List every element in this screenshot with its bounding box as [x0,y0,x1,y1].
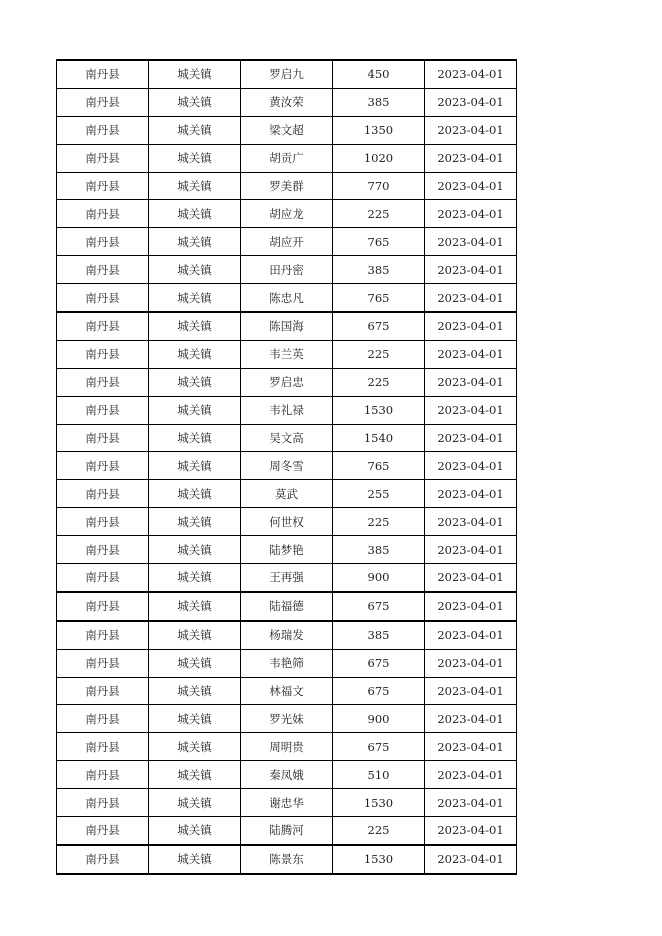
date-cell: 2023-04-01 [425,677,517,705]
name-cell: 罗启九 [241,60,333,88]
county-cell: 南丹县 [57,88,149,116]
county-cell: 南丹县 [57,312,149,340]
amount-cell: 675 [333,592,425,621]
date-cell: 2023-04-01 [425,396,517,424]
town-cell: 城关镇 [149,312,241,340]
town-cell: 城关镇 [149,536,241,564]
county-cell: 南丹县 [57,705,149,733]
amount-cell: 1530 [333,396,425,424]
date-cell: 2023-04-01 [425,536,517,564]
table-row [57,649,517,677]
date-cell: 2023-04-01 [425,256,517,284]
date-cell: 2023-04-01 [425,733,517,761]
amount-cell: 225 [333,200,425,228]
name-cell: 林福文 [241,677,333,705]
table-row [57,256,517,284]
amount-cell: 1020 [333,144,425,172]
county-cell: 南丹县 [57,172,149,200]
table-row [57,340,517,368]
town-cell: 城关镇 [149,200,241,228]
amount-cell: 1530 [333,789,425,817]
name-cell: 陆福德 [241,592,333,621]
county-cell: 南丹县 [57,60,149,88]
table-row [57,733,517,761]
date-cell: 2023-04-01 [425,817,517,845]
amount-cell: 1530 [333,845,425,874]
name-cell: 周明贵 [241,733,333,761]
table-row [57,789,517,817]
amount-cell: 450 [333,60,425,88]
table-row [57,592,517,621]
county-cell: 南丹县 [57,368,149,396]
name-cell: 杨瑞发 [241,621,333,649]
table-row [57,677,517,705]
name-cell: 吴文高 [241,424,333,452]
table-row [57,396,517,424]
table-row [57,60,517,88]
table-row [57,228,517,256]
data-table [56,59,517,875]
town-cell: 城关镇 [149,116,241,144]
date-cell: 2023-04-01 [425,845,517,874]
date-cell: 2023-04-01 [425,452,517,480]
name-cell: 何世权 [241,508,333,536]
name-cell: 陈景东 [241,845,333,874]
name-cell: 梁文超 [241,116,333,144]
table-row [57,424,517,452]
town-cell: 城关镇 [149,508,241,536]
town-cell: 城关镇 [149,733,241,761]
date-cell: 2023-04-01 [425,705,517,733]
name-cell: 黄汝荣 [241,88,333,116]
county-cell: 南丹县 [57,256,149,284]
county-cell: 南丹县 [57,621,149,649]
county-cell: 南丹县 [57,564,149,592]
county-cell: 南丹县 [57,396,149,424]
table-row [57,116,517,144]
name-cell: 韦兰英 [241,340,333,368]
date-cell: 2023-04-01 [425,789,517,817]
amount-cell: 765 [333,284,425,312]
table-row [57,200,517,228]
amount-cell: 765 [333,228,425,256]
date-cell: 2023-04-01 [425,761,517,789]
town-cell: 城关镇 [149,480,241,508]
table-row [57,845,517,874]
town-cell: 城关镇 [149,172,241,200]
county-cell: 南丹县 [57,144,149,172]
amount-cell: 675 [333,677,425,705]
name-cell: 罗美群 [241,172,333,200]
date-cell: 2023-04-01 [425,508,517,536]
name-cell: 陈国海 [241,312,333,340]
date-cell: 2023-04-01 [425,649,517,677]
table-row [57,452,517,480]
county-cell: 南丹县 [57,116,149,144]
town-cell: 城关镇 [149,845,241,874]
amount-cell: 675 [333,312,425,340]
amount-cell: 225 [333,368,425,396]
table-row [57,705,517,733]
amount-cell: 225 [333,508,425,536]
date-cell: 2023-04-01 [425,480,517,508]
name-cell: 韦礼禄 [241,396,333,424]
name-cell: 田丹密 [241,256,333,284]
name-cell: 胡应龙 [241,200,333,228]
table-row [57,88,517,116]
name-cell: 胡应开 [241,228,333,256]
county-cell: 南丹县 [57,761,149,789]
date-cell: 2023-04-01 [425,60,517,88]
date-cell: 2023-04-01 [425,340,517,368]
town-cell: 城关镇 [149,789,241,817]
amount-cell: 225 [333,340,425,368]
date-cell: 2023-04-01 [425,592,517,621]
table-row [57,817,517,845]
county-cell: 南丹县 [57,677,149,705]
name-cell: 王再强 [241,564,333,592]
town-cell: 城关镇 [149,368,241,396]
name-cell: 莫武 [241,480,333,508]
county-cell: 南丹县 [57,536,149,564]
table-row [57,284,517,312]
amount-cell: 385 [333,88,425,116]
county-cell: 南丹县 [57,845,149,874]
town-cell: 城关镇 [149,340,241,368]
name-cell: 胡贡广 [241,144,333,172]
town-cell: 城关镇 [149,424,241,452]
amount-cell: 510 [333,761,425,789]
county-cell: 南丹县 [57,200,149,228]
county-cell: 南丹县 [57,228,149,256]
name-cell: 韦艳筛 [241,649,333,677]
town-cell: 城关镇 [149,284,241,312]
town-cell: 城关镇 [149,144,241,172]
name-cell: 罗光妹 [241,705,333,733]
name-cell: 陈忠凡 [241,284,333,312]
town-cell: 城关镇 [149,649,241,677]
name-cell: 谢忠华 [241,789,333,817]
amount-cell: 1350 [333,116,425,144]
county-cell: 南丹县 [57,340,149,368]
date-cell: 2023-04-01 [425,564,517,592]
amount-cell: 675 [333,733,425,761]
town-cell: 城关镇 [149,452,241,480]
name-cell: 陆梦艳 [241,536,333,564]
name-cell: 秦凤娥 [241,761,333,789]
county-cell: 南丹县 [57,508,149,536]
town-cell: 城关镇 [149,564,241,592]
amount-cell: 385 [333,256,425,284]
county-cell: 南丹县 [57,480,149,508]
amount-cell: 770 [333,172,425,200]
table-row [57,172,517,200]
amount-cell: 1540 [333,424,425,452]
table-row [57,480,517,508]
amount-cell: 225 [333,817,425,845]
county-cell: 南丹县 [57,424,149,452]
table-row [57,312,517,340]
table-row [57,508,517,536]
amount-cell: 385 [333,621,425,649]
date-cell: 2023-04-01 [425,172,517,200]
county-cell: 南丹县 [57,649,149,677]
county-cell: 南丹县 [57,452,149,480]
town-cell: 城关镇 [149,677,241,705]
table-row [57,761,517,789]
table-row [57,368,517,396]
amount-cell: 255 [333,480,425,508]
date-cell: 2023-04-01 [425,228,517,256]
county-cell: 南丹县 [57,817,149,845]
date-cell: 2023-04-01 [425,116,517,144]
amount-cell: 385 [333,536,425,564]
town-cell: 城关镇 [149,761,241,789]
date-cell: 2023-04-01 [425,312,517,340]
date-cell: 2023-04-01 [425,144,517,172]
county-cell: 南丹县 [57,284,149,312]
town-cell: 城关镇 [149,88,241,116]
date-cell: 2023-04-01 [425,621,517,649]
town-cell: 城关镇 [149,60,241,88]
name-cell: 陆腾河 [241,817,333,845]
date-cell: 2023-04-01 [425,424,517,452]
table-row [57,564,517,592]
name-cell: 罗启忠 [241,368,333,396]
table-row [57,621,517,649]
town-cell: 城关镇 [149,817,241,845]
date-cell: 2023-04-01 [425,284,517,312]
table-row [57,144,517,172]
name-cell: 周冬雪 [241,452,333,480]
town-cell: 城关镇 [149,592,241,621]
amount-cell: 675 [333,649,425,677]
town-cell: 城关镇 [149,228,241,256]
table-row [57,536,517,564]
date-cell: 2023-04-01 [425,200,517,228]
date-cell: 2023-04-01 [425,88,517,116]
county-cell: 南丹县 [57,592,149,621]
date-cell: 2023-04-01 [425,368,517,396]
town-cell: 城关镇 [149,396,241,424]
amount-cell: 765 [333,452,425,480]
amount-cell: 900 [333,705,425,733]
town-cell: 城关镇 [149,621,241,649]
town-cell: 城关镇 [149,705,241,733]
town-cell: 城关镇 [149,256,241,284]
amount-cell: 900 [333,564,425,592]
table-body [57,60,517,874]
county-cell: 南丹县 [57,733,149,761]
county-cell: 南丹县 [57,789,149,817]
